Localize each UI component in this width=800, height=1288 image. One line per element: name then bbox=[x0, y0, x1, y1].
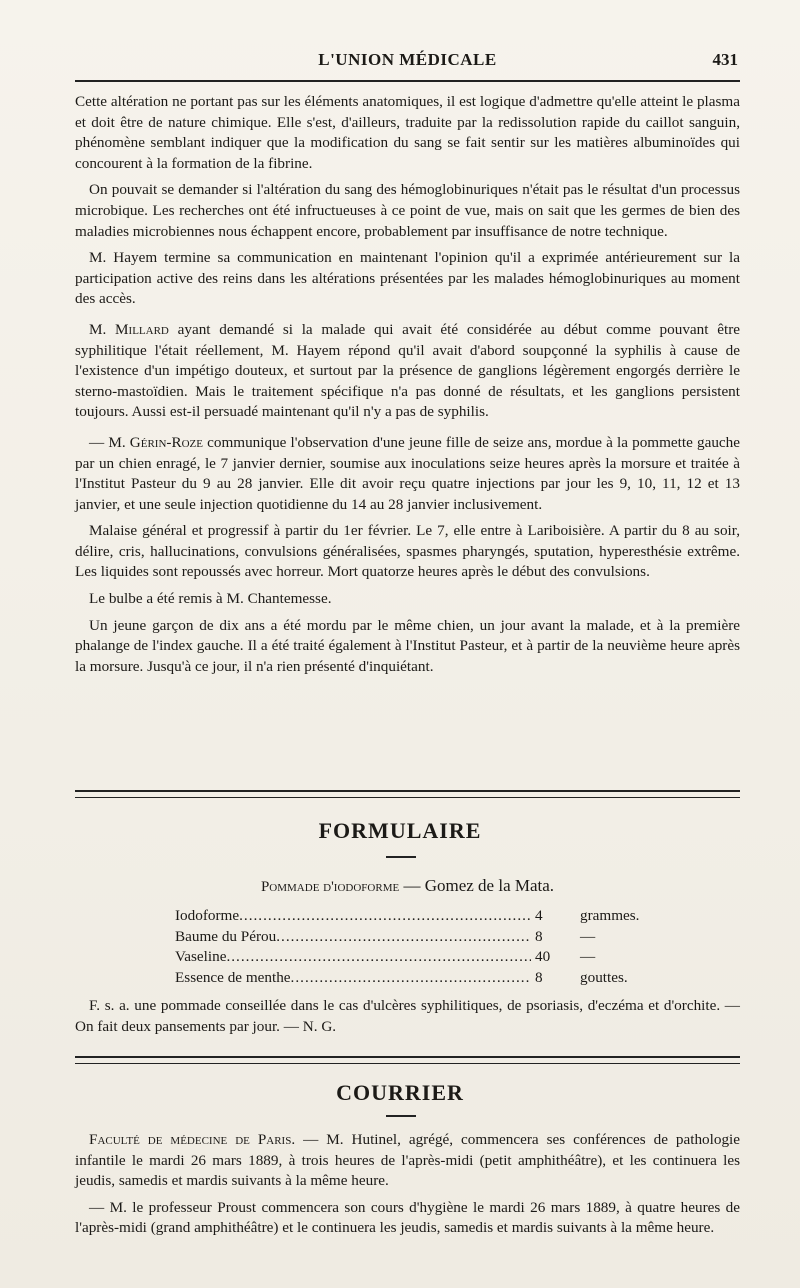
page-header bbox=[75, 44, 740, 82]
gerin-text: communique l'observation d'une jeune fille de seize ans, mordue à la pommette gauche par un chien enragé, le 7 janvier dernier, soumise aux inoculations seize heures après la morsure et traitée à l'Institut Pasteur du 9 au 28 janvier. Elle dit avoir reçu quatre injections par jour les 9, 10, 11, 12 et 13 janvier, et une seule injection quotidienne du 14 au 28 janvier inclusivement. bbox=[75, 433, 740, 513]
author-gerin-roze: Gérin-Roze bbox=[129, 433, 203, 451]
formulaire-heading: FORMULAIRE bbox=[318, 818, 482, 843]
paragraph-faculte bbox=[75, 1130, 740, 1192]
ingredient-row bbox=[175, 969, 655, 990]
courrier-body bbox=[75, 1130, 740, 1245]
ingredient-quantity: 40 bbox=[535, 948, 551, 965]
courrier-heading: COURRIER bbox=[336, 1080, 464, 1105]
running-title: L'UNION MÉDICALE bbox=[318, 50, 497, 69]
millard-prefix: M. bbox=[89, 320, 116, 338]
ingredient-unit: — bbox=[580, 927, 596, 945]
paragraph-jeune-garcon: Un jeune garçon de dix ans a été mordu par le même chien, un jour avant la malade, et à la première phalange de l'index gauche. Il a été traité également à l'Institut Pasteur, et à partir de la neuvième heure après la morsure. Jusqu'à ce jour, il n'a rien présenté d'inquiétant. bbox=[75, 616, 740, 675]
recipe-author: — Gomez de la Mata. bbox=[399, 876, 555, 895]
paragraph-microbique: On pouvait se demander si l'altération du sang des hémoglobinuriques n'était pas le résultat d'un processus microbique. Les recherches ont été infructueuses à ce point de vue, mais on sait que les germes de bien des maladies microbiennes nous échappent encore, probablement par insuffisance de notre technique. bbox=[75, 181, 740, 240]
paragraph-gerin-roze bbox=[75, 433, 740, 515]
ingredient-name: Iodoforme bbox=[175, 907, 240, 924]
millard-text: ayant demandé si la malade qui avait été considérée au début comme pouvant être syphilitique l'était réellement, M. Hayem répond qu'il avait d'abord soupçonné la syphilis à cause de l'existence d'un impétigo douteux, et surtout par la présence de ganglions légèrement engorgés derrière le sterno-mastoïdien. Mais le traitement spécifique n'a pas donné de résultats, et les ganglions persistent toujours. Aussi est-il persuadé maintenant qu'il n'y a pas de syphilis. bbox=[75, 320, 740, 421]
heading-rule bbox=[386, 1115, 416, 1117]
ingredient-name: Baume du Pérou bbox=[175, 927, 277, 945]
leader-dots bbox=[226, 948, 531, 966]
leader-dots bbox=[276, 928, 531, 946]
recipe-title bbox=[75, 876, 740, 896]
ingredient-row bbox=[175, 948, 655, 969]
paragraph-millard bbox=[75, 320, 740, 423]
section-divider bbox=[75, 790, 740, 798]
paragraph-bulbe: Le bulbe a été remis à M. Chantemesse. bbox=[89, 590, 332, 608]
paragraph-malaise: Malaise général et progressif à partir du 1er février. Le 7, elle entre à Lariboisière. A partir du 8 au soir, délire, cris, hallucinations, convulsions généralisées, spasmes pharyngés, sputation, hyperesthésie extrême. Les liquides sont repoussés avec horreur. Mort quatorze heures après le début des convulsions. bbox=[75, 522, 740, 581]
section-divider bbox=[75, 1056, 740, 1064]
formulaire-note-block bbox=[75, 996, 740, 1043]
leader-dots bbox=[239, 907, 531, 925]
ingredient-unit: grammes. bbox=[580, 907, 640, 924]
paragraph-alteration: Cette altération ne portant pas sur les éléments anatomiques, il est logique d'admettre qu'elle atteint le plasma et doit être de nature chimique. Elle s'est, d'ailleurs, traduite par la redissolution rapide du caillot sanguin, phénomène semblant indiquer que la modification du sang se fait sentir sur les matières albuminoïdes qui concourent à la formation de la fibrine. bbox=[75, 93, 740, 172]
ingredient-quantity: 8 bbox=[535, 927, 543, 945]
ingredient-quantity: 8 bbox=[535, 968, 543, 986]
recipe-name: Pommade d'iodoforme bbox=[260, 879, 400, 895]
page-number: 431 bbox=[712, 50, 738, 69]
paragraph-proust: — M. le professeur Proust commencera son cours d'hygiène le mardi 26 mars 1889, à quatre heures de l'après-midi (grand amphithéâtre) et le continuera les jeudis, samedis et mardis suivants à la même heure. bbox=[75, 1198, 740, 1237]
ingredient-name: Essence de menthe bbox=[175, 968, 291, 986]
ingredient-unit: — bbox=[580, 948, 596, 965]
ingredient-name: Vaseline bbox=[175, 948, 227, 965]
ingredient-quantity: 4 bbox=[535, 907, 543, 924]
article-body bbox=[75, 92, 740, 683]
paragraph-hayem-conclusion: M. Hayem termine sa communication en maintenant l'opinion qu'il a exprimée antérieurement sur la participation active des reins dans les altérations présentées par les malades hémoglobinuriques au moment des accès. bbox=[75, 249, 740, 308]
ingredient-row bbox=[175, 928, 655, 949]
gerin-prefix: — M. bbox=[89, 433, 130, 451]
faculte-label: Faculté de médecine de Paris. bbox=[89, 1131, 296, 1148]
ingredient-unit: gouttes. bbox=[580, 968, 628, 986]
ingredient-list bbox=[175, 907, 655, 989]
author-millard: Millard bbox=[115, 320, 169, 338]
faculte-text: — M. Hutinel, agrégé, commencera ses conférences de pathologie infantile le mardi 26 mars 1889, à trois heures de l'après-midi (petit amphithéâtre), et les continuera les jeudis, samedis et mardis suivants à la même heure. bbox=[75, 1131, 741, 1190]
leader-dots bbox=[291, 969, 531, 987]
formulaire-note: F. s. a. une pommade conseillée dans le cas d'ulcères syphilitiques, de psoriasis, d'eczéma et d'orchite. — On fait deux pansements par jour. — N. G. bbox=[75, 997, 740, 1035]
heading-rule bbox=[386, 856, 416, 858]
ingredient-row bbox=[175, 907, 655, 928]
